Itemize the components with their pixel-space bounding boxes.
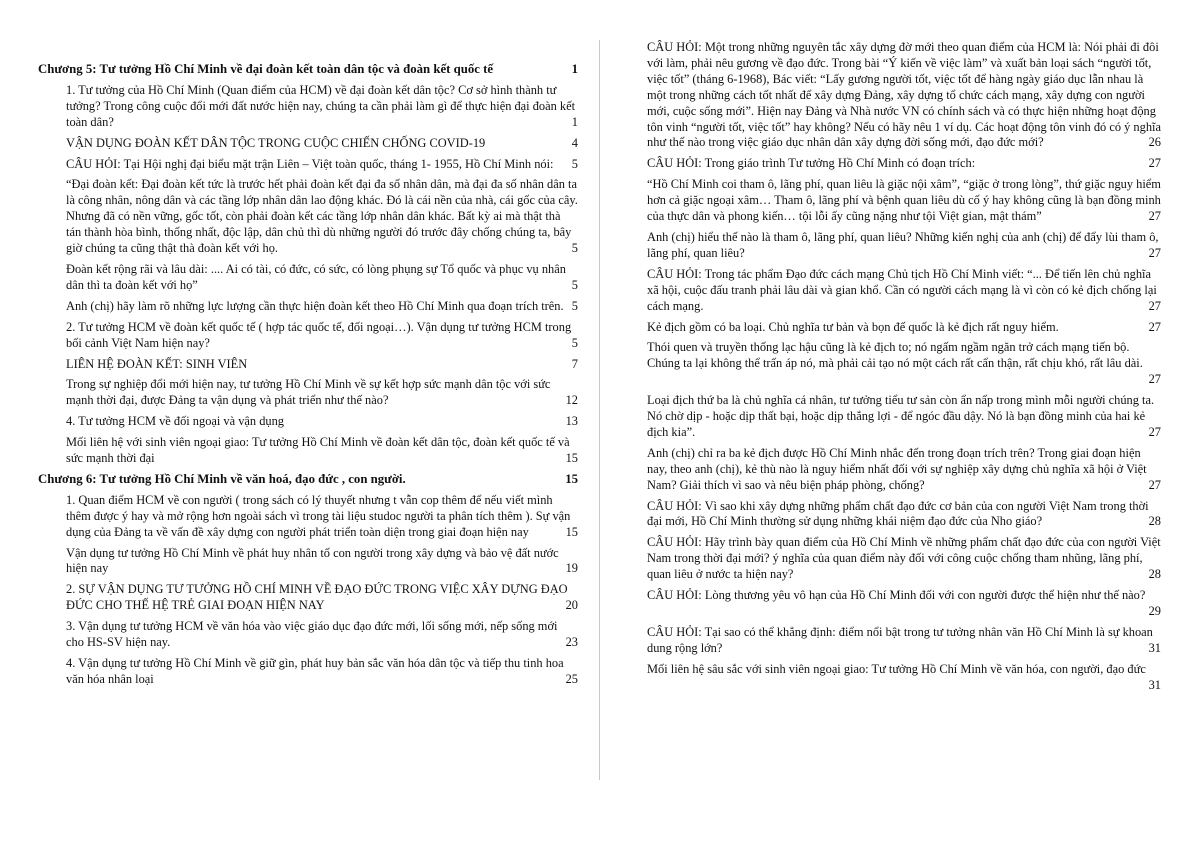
toc-entry-text: “Đại đoàn kết: Đại đoàn kết tức là trước hết phải đoàn kết đại đa số nhân dân, mà đại đa số nhân dân ta là công nhân, nông dân và các tầng lớp nhân dân lao động khác. Đó là cái nền của nhà, cái gốc của cây. Nhưng đã có nền vững, gốc tốt, còn phải đoàn kết các tầng lớp nhân dân khác. Bất kỳ ai mà thật thà tán thành hòa bình, thống nhất, độc lập, dân chủ thì dù những người đó trước đây chống chúng ta, bây giờ chúng ta cũng thật thà đoàn kết với họ.	[66, 177, 578, 256]
toc-entry-text: Mối liên hệ với sinh viên ngoại giao: Tư tưởng Hồ Chí Minh về đoàn kết dân tộc, đoàn kết quốc tế và sức mạnh thời đại	[66, 435, 570, 466]
toc-entry-text: Thói quen và truyền thống lạc hậu cũng là kẻ địch to; nó ngấm ngầm ngăn trở cách mạng tiến bộ. Chúng ta lại không thể trấn áp nó, mà phải cải tạo nó một cách rất cẩn thận, rất chịu khó, rất lâu dài.	[647, 340, 1143, 371]
toc-entry[interactable]	[38, 435, 578, 467]
toc-page-number: 19	[565, 561, 578, 576]
toc-entry[interactable]	[38, 357, 578, 373]
toc-page-number: 28	[1148, 567, 1161, 582]
toc-entry-text: Chương 6: Tư tưởng Hồ Chí Minh về văn hoá, đạo đức , con người.	[38, 471, 406, 486]
toc-right-column	[647, 40, 1161, 699]
toc-page-number: 26	[1148, 135, 1161, 150]
toc-entry[interactable]	[647, 662, 1161, 694]
toc-page-number: 5	[571, 156, 578, 171]
toc-entry-text: Kẻ địch gồm có ba loại. Chủ nghĩa tư bản và bọn đế quốc là kẻ địch rất nguy hiểm.	[647, 319, 1059, 334]
toc-entry[interactable]	[647, 446, 1161, 494]
toc-page-number: 27	[1148, 156, 1161, 171]
toc-entry[interactable]	[38, 136, 578, 152]
toc-entry-text: 1. Quan điểm HCM về con người ( trong sách có lý thuyết nhưng t vẫn cop thêm để nếu viết mình thêm được ý hay và mở rộng hơn ngoài sách vì trong tài liệu studoc người ta phân tích thêm ). Sự vận dụng của Đảng ta về vấn đề xây dựng con người phát triển toàn diện trong giai đoạn hiện nay	[66, 492, 571, 539]
toc-entry-text: CÂU HỎI: Vì sao khi xây dựng những phẩm chất đạo đức cơ bản của con người Việt Nam trong thời đại mới, Hồ Chí Minh thường sử dụng những khái niệm đạo đức của Nho giáo?	[647, 498, 1149, 529]
toc-entry-text: CÂU HỎI: Trong tác phẩm Đạo đức cách mạng Chủ tịch Hồ Chí Minh viết: “... Để tiến lên chủ nghĩa xã hội, cuộc đấu tranh phải lâu dài và gian khổ. Cần có người cách mạng là vì còn có kẻ địch chống lại cách mạng.	[647, 266, 1157, 313]
toc-page-number: 28	[1148, 514, 1161, 529]
toc-entry-text: Mối liên hệ sâu sắc với sinh viên ngoại giao: Tư tưởng Hồ Chí Minh về văn hóa, con người, đạo đức	[647, 661, 1146, 676]
toc-entry[interactable]	[38, 619, 578, 651]
toc-page-number: 15	[565, 524, 578, 539]
toc-entry-text: 2. Tư tưởng HCM về đoàn kết quốc tế ( hợp tác quốc tế, đối ngoại…). Vận dụng tư tưởng HCM trong bối cảnh Việt Nam hiện nay?	[66, 319, 572, 350]
toc-left-column	[38, 62, 578, 693]
toc-entry[interactable]	[647, 340, 1161, 388]
toc-entry-text: 4. Tư tưởng HCM về đối ngoại và vận dụng	[66, 414, 284, 429]
toc-entry[interactable]	[38, 157, 578, 173]
toc-entry-text: CÂU HỎI: Một trong những nguyên tắc xây dựng đờ mới theo quan điểm của HCM là: Nói phải đi đôi với làm, phải nêu gương về đạo đức. Trong bài “Ý kiến về việc làm” và xuất bản loại sách “người tốt, việc tốt” (tháng 6-1968), Bác viết: “Lấy gương người tốt, việc tốt để hàng ngày giáo dục lẫn nhau là một trong những cách tốt nhất để xây dựng Đảng, xây dựng tổ chức cách mạng, xây dựng con người mới, cuộc sống mới”. Hiện nay Đảng và Nhà nước VN có chính sách và có thực hiện những hoạt động tôn vinh “người tốt, việc tốt” hay không? Nếu có hãy nêu 1 ví dụ. Các hoạt động tôn vinh đó có ý nghĩa như thế nào trong việc giáo dục nhân dân xây dựng đời sống mới, đạo đức mới?	[647, 40, 1161, 150]
toc-entry[interactable]	[647, 625, 1161, 657]
toc-entry-text: Đoàn kết rộng rãi và lâu dài: .... Ai có tài, có đức, có sức, có lòng phụng sự Tổ quốc và phục vụ nhân dân thì ta đoàn kết với họ”	[66, 261, 566, 292]
toc-entry-text: CÂU HỎI: Trong giáo trình Tư tưởng Hồ Chí Minh có đoạn trích:	[647, 156, 976, 171]
toc-entry-text: CÂU HỎI: Tại sao có thể khẳng định: điểm nổi bật trong tư tưởng nhân văn Hồ Chí Minh là sự khoan dung rộng lớn?	[647, 624, 1153, 655]
toc-page-number: 13	[565, 414, 578, 429]
toc-page-number: 5	[571, 298, 578, 313]
toc-entry-text: CÂU HỎI: Lòng thương yêu vô hạn của Hồ Chí Minh đối với con người được thể hiện như thế nào?	[647, 588, 1146, 603]
toc-entry[interactable]	[38, 582, 578, 614]
toc-entry[interactable]	[647, 499, 1161, 531]
toc-entry[interactable]	[38, 83, 578, 131]
toc-chapter-heading[interactable]	[38, 62, 578, 78]
toc-entry[interactable]	[647, 156, 1161, 172]
toc-entry-text: 1. Tư tưởng của Hồ Chí Minh (Quan điểm của HCM) về đại đoàn kết dân tộc? Cơ sở hình thành tư tưởng? Trong công cuộc đổi mới đất nước hiện nay, chúng ta cần phải làm gì để thực hiện đại đoàn kết toàn dân?	[66, 82, 576, 129]
toc-chapter-heading[interactable]	[38, 472, 578, 488]
toc-entry[interactable]	[38, 299, 578, 315]
toc-page-number: 27	[1148, 372, 1161, 387]
toc-entry-text: LIÊN HỆ ĐOÀN KẾT: SINH VIÊN	[66, 356, 248, 371]
toc-page-number: 15	[565, 471, 578, 486]
toc-page-number: 5	[571, 241, 578, 256]
toc-page-number: 27	[1148, 209, 1161, 224]
toc-entry[interactable]	[38, 377, 578, 409]
toc-entry-text: VẬN DỤNG ĐOÀN KẾT DÂN TỘC TRONG CUỘC CHIẾN CHỐNG COVID-19	[66, 135, 486, 150]
toc-entry[interactable]	[38, 414, 578, 430]
toc-page-number: 23	[565, 635, 578, 650]
toc-entry[interactable]	[38, 320, 578, 352]
toc-entry-text: “Hồ Chí Minh coi tham ô, lãng phí, quan liêu là giặc nội xâm”, “giặc ở trong lòng”, thứ giặc nguy hiểm hơn cả giặc ngoại xâm… Tham ô, lãng phí và bệnh quan liêu dù cố ý hay không cũng là bạn đồng minh của thực dân và phong kiến… tội lỗi ấy cũng nặng như tội Việt gian, mật thám”	[647, 177, 1161, 224]
toc-page-number: 7	[571, 356, 578, 371]
toc-entry-text: Vận dụng tư tưởng Hồ Chí Minh về phát huy nhân tố con người trong xây dựng và bảo vệ đất nước hiện nay	[66, 545, 559, 576]
toc-page-number: 12	[565, 393, 578, 408]
toc-page-number: 4	[571, 135, 578, 150]
toc-entry[interactable]	[647, 535, 1161, 583]
toc-page-number: 1	[571, 114, 578, 129]
toc-entry[interactable]	[38, 546, 578, 578]
toc-page-number: 27	[1148, 245, 1161, 260]
toc-entry[interactable]	[647, 177, 1161, 225]
toc-page-number: 27	[1148, 477, 1161, 492]
toc-page-number: 25	[565, 671, 578, 686]
toc-entry-text: Trong sự nghiệp đổi mới hiện nay, tư tưởng Hồ Chí Minh về sự kết hợp sức mạnh dân tộc với sức mạnh thời đại, được Đảng ta vận dụng và phát triển như thế nào?	[66, 377, 551, 408]
toc-entry-text: Chương 5: Tư tưởng Hồ Chí Minh về đại đoàn kết toàn dân tộc và đoàn kết quốc tế	[38, 62, 494, 76]
toc-entry[interactable]	[647, 230, 1161, 262]
column-divider	[599, 40, 600, 780]
toc-entry-text: Anh (chị) chỉ ra ba kẻ địch được Hồ Chí Minh nhắc đến trong đoạn trích trên? Trong giai đoạn hiện nay, theo anh (chị), kẻ thù nào là nguy hiểm nhất đối với sự nghiệp xây dựng chủ nghĩa xã hội ở Việt Nam? Giải thích vì sao và nêu biện pháp phòng, chống?	[647, 445, 1147, 492]
toc-entry-text: Anh (chị) hiểu thế nào là tham ô, lãng phí, quan liêu? Những kiến nghị của anh (chị) để đẩy lùi tham ô, lãng phí, quan liêu?	[647, 229, 1159, 260]
toc-entry[interactable]	[38, 493, 578, 541]
toc-page-number: 15	[565, 451, 578, 466]
toc-page-number: 31	[1148, 677, 1161, 692]
toc-entry-text: Anh (chị) hãy làm rõ những lực lượng cần thực hiện đoàn kết theo Hồ Chí Minh qua đoạn trích trên.	[66, 298, 564, 313]
toc-page-number: 1	[571, 62, 578, 76]
toc-entry[interactable]	[647, 393, 1161, 441]
toc-entry[interactable]	[38, 656, 578, 688]
toc-entry-text: 3. Vận dụng tư tưởng HCM về văn hóa vào việc giáo dục đạo đức mới, lối sống mới, nếp sống mới cho HS-SV hiện nay.	[66, 619, 558, 650]
toc-entry[interactable]	[647, 588, 1161, 620]
toc-entry-text: CÂU HỎI: Tại Hội nghị đại biểu mặt trận Liên – Việt toàn quốc, tháng 1- 1955, Hồ Chí Minh nói:	[66, 156, 554, 171]
toc-page-number: 27	[1148, 424, 1161, 439]
toc-page-number: 31	[1148, 640, 1161, 655]
toc-page-number: 20	[565, 598, 578, 613]
toc-page-number: 5	[571, 277, 578, 292]
toc-entry-text: 2. SỰ VẬN DỤNG TƯ TƯỞNG HỒ CHÍ MINH VỀ ĐẠO ĐỨC TRONG VIỆC XÂY DỰNG ĐẠO ĐỨC CHO THẾ HỆ TRẺ GIAI ĐOẠN HIỆN NAY	[66, 582, 568, 613]
toc-page-number: 29	[1148, 604, 1161, 618]
toc-page-number: 27	[1148, 298, 1161, 313]
toc-entry-text: Loại địch thứ ba là chủ nghĩa cá nhân, tư tưởng tiểu tư sản còn ẩn nấp trong mình mỗi người chúng ta. Nó chờ dịp - hoặc dịp thất bại, hoặc dịp thắng lợi - để ngóc đầu dậy. Nó là bạn đồng minh của hai kẻ địch kia”.	[647, 393, 1155, 439]
toc-page-number: 27	[1148, 319, 1161, 334]
toc-entry[interactable]	[647, 320, 1161, 336]
toc-entry-text: 4. Vận dụng tư tưởng Hồ Chí Minh về giữ gìn, phát huy bản sắc văn hóa dân tộc và tiếp thu tinh hoa văn hóa nhân loại	[66, 656, 564, 686]
toc-entry[interactable]	[647, 267, 1161, 315]
toc-entry[interactable]	[38, 177, 578, 257]
toc-entry[interactable]	[647, 40, 1161, 151]
toc-page-number: 5	[571, 335, 578, 350]
toc-entry[interactable]	[38, 262, 578, 294]
toc-entry-text: CÂU HỎI: Hãy trình bày quan điểm của Hồ Chí Minh về những phẩm chất đạo đức của con người Việt Nam trong thời đại mới? ý nghĩa của quan điểm này đối với công cuộc chống tham nhũng, lãng phí, quan liêu ở nước ta hiện nay?	[647, 535, 1161, 582]
